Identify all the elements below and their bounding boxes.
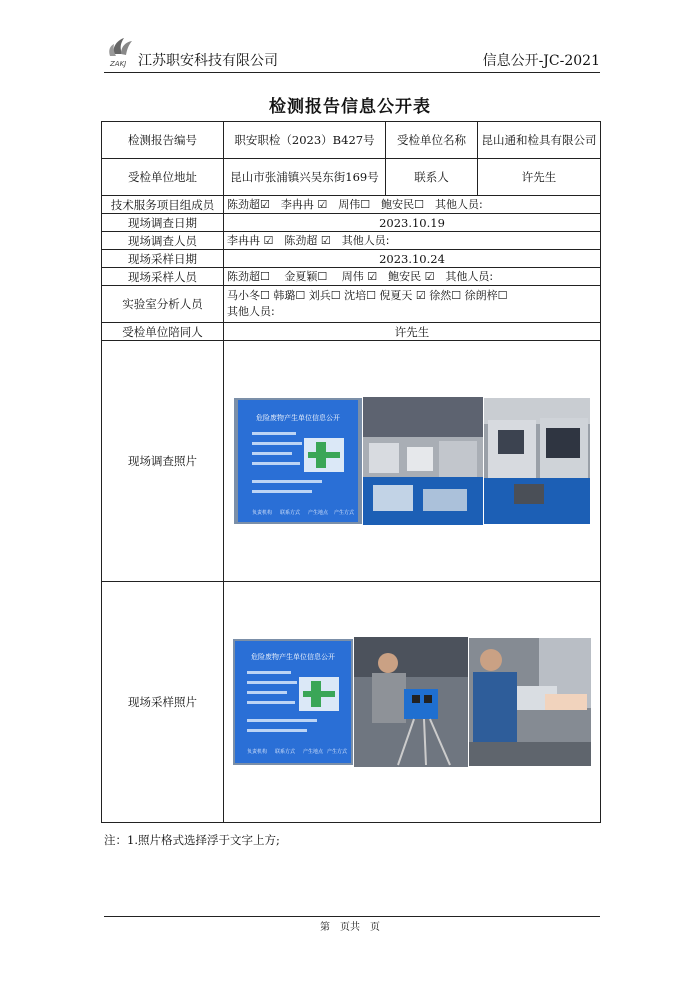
lab-staff-label: 实验室分析人员 (102, 286, 224, 323)
sampling-staff-value: 陈劲超☐ 金夏颖☐ 周伟 ☑ 鲍安民 ☑ 其他人员: (224, 268, 601, 286)
table-row (102, 268, 601, 286)
board-title-text: 危险废物产生单位信息公开 (256, 414, 340, 422)
survey-photo-workshop (363, 397, 483, 525)
sampling-photo-cell (224, 582, 601, 823)
survey-photo-strip (227, 397, 597, 525)
unit-name-label: 受检单位名称 (386, 122, 478, 159)
sampling-photo-device (469, 638, 591, 766)
survey-photo-machines (484, 398, 590, 524)
unit-name-value: 昆山通和检具有限公司 (478, 122, 601, 159)
sampling-photo-board (233, 639, 353, 765)
report-no-label: 检测报告编号 (102, 122, 224, 159)
board-footer-text-1: 负责机构 (252, 510, 273, 516)
table-row (102, 232, 601, 250)
table-row (102, 250, 601, 268)
survey-staff-value: 李冉冉 ☑ 陈劲超 ☑ 其他人员: (224, 232, 601, 250)
table-row (102, 122, 601, 159)
survey-photo-label: 现场调查照片 (102, 341, 224, 582)
footer-divider (104, 916, 600, 917)
lab-staff-value (224, 286, 601, 323)
address-value: 昆山市张浦镇兴吴东街169号 (224, 159, 386, 196)
board-footer-text-2: 联系方式 (280, 510, 301, 516)
survey-date-label: 现场调查日期 (102, 214, 224, 232)
escort-value: 许先生 (224, 323, 601, 341)
survey-photo-cell (224, 341, 601, 582)
info-table (101, 121, 601, 823)
table-row (102, 286, 601, 323)
sampling-photo-operator (354, 637, 468, 767)
sampling-staff-label: 现场采样人员 (102, 268, 224, 286)
survey-date-value: 2023.10.19 (224, 214, 601, 232)
company-name: 江苏职安科技有限公司 (138, 53, 278, 69)
table-row (102, 582, 601, 823)
footnote: 注：1.照片格式选择浮于文字上方; (104, 833, 280, 847)
svg-text:ZAKJ: ZAKJ (110, 60, 127, 68)
table-row (102, 196, 601, 214)
tech-team-value: 陈劲超☑ 李冉冉 ☑ 周伟☐ 鲍安民☐ 其他人员: (224, 196, 601, 214)
sampling-photo-strip (227, 637, 597, 767)
lab-staff-line-2: 其他人员: (227, 305, 275, 318)
table-row (102, 323, 601, 341)
board-title-text: 危险废物产生单位信息公开 (251, 653, 335, 661)
sampling-date-label: 现场采样日期 (102, 250, 224, 268)
board-footer-text-4: 产生方式 (334, 510, 355, 516)
board-footer-text-3: 产生地点 (308, 510, 329, 516)
contact-value: 许先生 (478, 159, 601, 196)
survey-photo-board (234, 398, 362, 524)
page-header (104, 36, 600, 73)
board-footer-text-3: 产生地点 (303, 749, 324, 755)
sampling-date-value: 2023.10.24 (224, 250, 601, 268)
page-footer: 第 页共 页 (320, 922, 380, 933)
survey-staff-label: 现场调查人员 (102, 232, 224, 250)
page-title: 检测报告信息公开表 (269, 97, 431, 117)
table-row (102, 341, 601, 582)
address-label: 受检单位地址 (102, 159, 224, 196)
board-footer-text-2: 联系方式 (275, 749, 296, 755)
report-no-value: 职安职检（2023）B427号 (224, 122, 386, 159)
table-row (102, 214, 601, 232)
company-logo-icon (104, 34, 138, 70)
tech-team-label: 技术服务项目组成员 (102, 196, 224, 214)
document-code: 信息公开-JC-2021 (482, 53, 600, 69)
board-footer-text-4: 产生方式 (327, 749, 348, 755)
contact-label: 联系人 (386, 159, 478, 196)
lab-staff-line-1: 马小冬☐ 韩璐☐ 刘兵☐ 沈培☐ 倪夏天 ☑ 徐然☐ 徐朗梓☐ (227, 289, 508, 302)
escort-label: 受检单位陪同人 (102, 323, 224, 341)
sampling-photo-label: 现场采样照片 (102, 582, 224, 823)
board-footer-text-1: 负责机构 (247, 749, 268, 755)
table-row (102, 159, 601, 196)
